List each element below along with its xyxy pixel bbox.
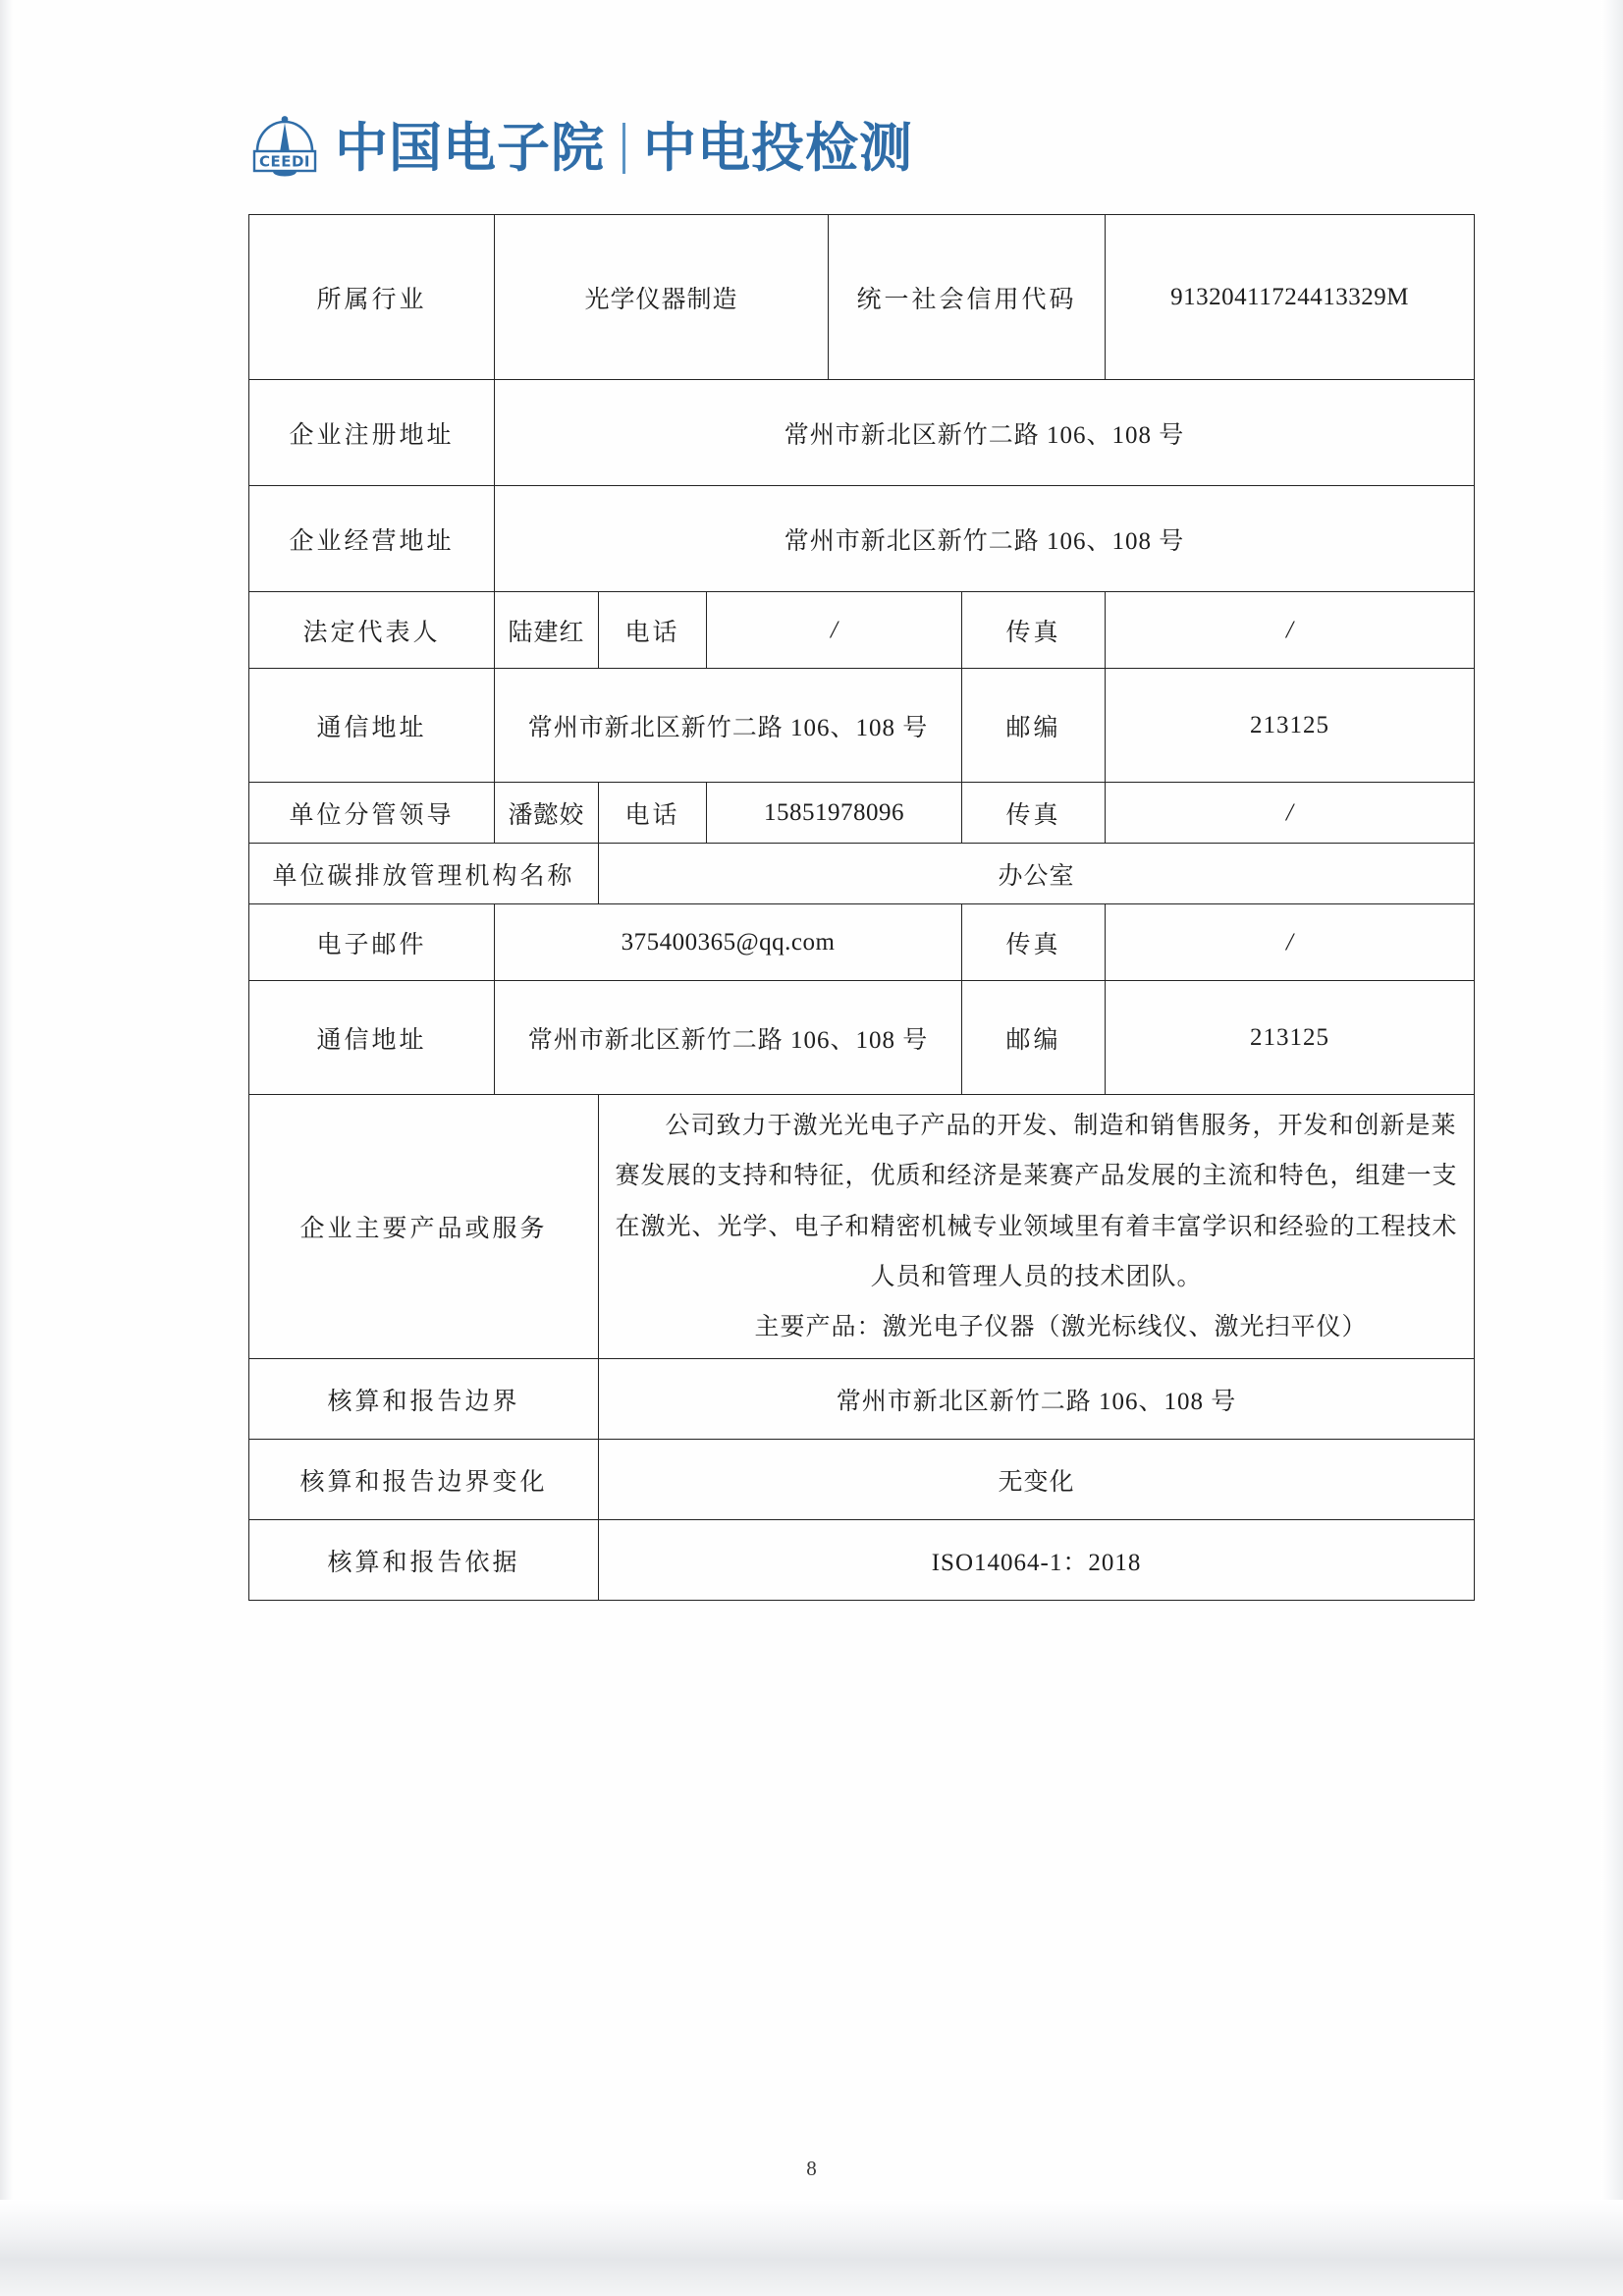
cell-label-registered-address: 企业注册地址	[249, 380, 495, 486]
table-row	[249, 1440, 1475, 1520]
cell-value-carbon-org: 办公室	[599, 844, 1475, 904]
cell-label-postcode-1: 邮编	[962, 669, 1106, 783]
cell-label-supervising-leader: 单位分管领导	[249, 783, 495, 844]
cell-label-legal-rep-tel: 电话	[599, 592, 707, 669]
cell-label-mailing-address-2: 通信地址	[249, 981, 495, 1095]
cell-value-credit-code: 91320411724413329M	[1106, 215, 1475, 380]
table-row	[249, 981, 1475, 1095]
cell-value-email: 375400365@qq.com	[495, 904, 962, 981]
scan-footer-band	[0, 2200, 1623, 2296]
cell-value-postcode-2: 213125	[1106, 981, 1475, 1095]
cell-value-industry: 光学仪器制造	[495, 215, 829, 380]
cell-label-carbon-org: 单位碳排放管理机构名称	[249, 844, 599, 904]
table-row	[249, 1520, 1475, 1601]
cell-label-email: 电子邮件	[249, 904, 495, 981]
cell-label-legal-rep: 法定代表人	[249, 592, 495, 669]
table-row	[249, 783, 1475, 844]
table-row	[249, 592, 1475, 669]
cell-value-leader-tel: 15851978096	[707, 783, 962, 844]
svg-text:CEEDI: CEEDI	[258, 152, 311, 171]
document-header	[248, 94, 913, 179]
scan-edge-left	[0, 0, 14, 2200]
cell-value-registered-address: 常州市新北区新竹二路 106、108 号	[495, 380, 1475, 486]
brand-secondary-text: 中电投检测	[643, 117, 913, 179]
brand-divider	[622, 123, 625, 174]
cell-value-postcode-1: 213125	[1106, 669, 1475, 783]
table-row	[249, 669, 1475, 783]
cell-value-mailing-address-2: 常州市新北区新竹二路 106、108 号	[495, 981, 962, 1095]
cell-label-credit-code: 统一社会信用代码	[829, 215, 1106, 380]
cell-label-leader-fax: 传真	[962, 783, 1106, 844]
scan-edge-right	[1601, 0, 1623, 2200]
cell-value-boundary: 常州市新北区新竹二路 106、108 号	[599, 1359, 1475, 1440]
table-row	[249, 215, 1475, 380]
cell-value-email-fax: /	[1106, 904, 1475, 981]
cell-label-industry: 所属行业	[249, 215, 495, 380]
cell-label-legal-rep-fax: 传真	[962, 592, 1106, 669]
table-row	[249, 380, 1475, 486]
cell-value-mailing-address-1: 常州市新北区新竹二路 106、108 号	[495, 669, 962, 783]
cell-label-main-products: 企业主要产品或服务	[249, 1095, 599, 1359]
cell-value-legal-rep-tel: /	[707, 592, 962, 669]
cell-value-legal-rep-fax: /	[1106, 592, 1475, 669]
table-row	[249, 1095, 1475, 1359]
brand-lockup	[335, 117, 913, 179]
cell-value-business-address: 常州市新北区新竹二路 106、108 号	[495, 486, 1475, 592]
cell-label-email-fax: 传真	[962, 904, 1106, 981]
table-row	[249, 844, 1475, 904]
cell-value-supervising-leader: 潘懿姣	[495, 783, 599, 844]
cell-label-postcode-2: 邮编	[962, 981, 1106, 1095]
cell-value-legal-rep: 陆建红	[495, 592, 599, 669]
cell-value-leader-fax: /	[1106, 783, 1475, 844]
table-row	[249, 486, 1475, 592]
main-products-paragraph-2: 主要产品：激光电子仪器（激光标线仪、激光扫平仪）	[754, 1314, 1368, 1340]
cell-label-boundary: 核算和报告边界	[249, 1359, 599, 1440]
cell-label-basis: 核算和报告依据	[249, 1520, 599, 1601]
ceedi-tower-logo-icon	[248, 94, 321, 179]
page-number: 8	[806, 2157, 817, 2180]
main-products-paragraph-1: 公司致力于激光光电子产品的开发、制造和销售服务，开发和创新是莱赛发展的支持和特征，优质和经济是莱赛产品发展的主流和特色，组建一支在激光、光学、电子和精密机械专业领域里有着丰富学识和经验的工程技术人员和管理人员的技术团队。	[615, 1113, 1458, 1290]
cell-value-boundary-change: 无变化	[599, 1440, 1475, 1520]
cell-value-basis: ISO14064-1：2018	[599, 1520, 1475, 1601]
cell-label-boundary-change: 核算和报告边界变化	[249, 1440, 599, 1520]
cell-value-main-products	[599, 1095, 1475, 1359]
company-info-table	[248, 214, 1475, 1601]
cell-label-mailing-address-1: 通信地址	[249, 669, 495, 783]
cell-label-business-address: 企业经营地址	[249, 486, 495, 592]
table-row	[249, 904, 1475, 981]
cell-label-leader-tel: 电话	[599, 783, 707, 844]
table-row	[249, 1359, 1475, 1440]
brand-primary-text: 中国电子院	[335, 117, 605, 179]
